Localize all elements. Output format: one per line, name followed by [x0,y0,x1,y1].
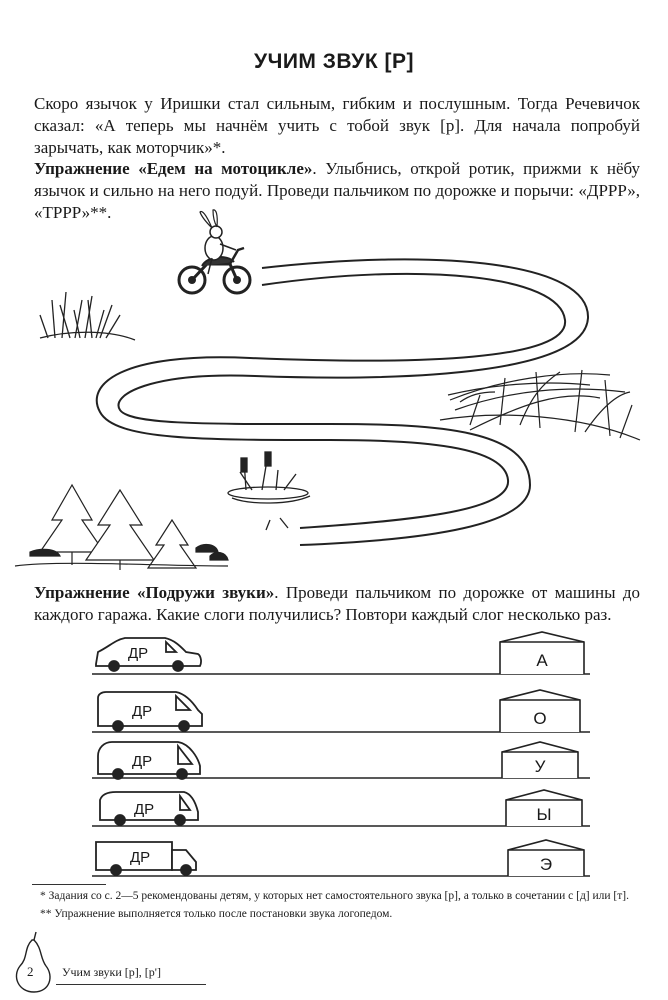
exercise2-heading: Упражнение «Подружи звуки» [34,583,275,602]
exercise1-heading: Упражнение «Едем на мотоцикле» [34,159,313,178]
footnote-2: ** Упражнение выполняется только после постановки звука логопедом. [40,908,393,920]
car-label: ДР [134,801,155,818]
car-label: ДР [132,753,153,770]
garage-letter: У [534,757,546,776]
exercise-row-1 [92,632,590,674]
footnote-rule [32,884,106,885]
car-label: ДР [132,703,153,720]
car-label: ДР [130,849,151,866]
garage-letter: Э [539,855,553,874]
garage-letter: О [533,709,547,728]
exercise-row-4 [92,790,590,826]
intro-paragraph: Скоро язычок у Иришки стал сильным, гибким и послушным. Тогда Речевичок сказал: «А теперь мы начнём учить с тобой звук [р]. Для начала попробуй зарычать, как моторчик»*. [34,94,640,157]
footnote-1: * Задания со с. 2—5 рекомендованы детям, у которых нет самостоятельного звука [р], а только в сочетании с [д] или [т]. [40,890,629,902]
page-number: 2 [27,964,34,979]
page-title: УЧИМ ЗВУК [Р] [254,50,414,73]
exercise-row-3 [92,742,590,779]
exercise2-text: . Проведи пальчиком по дорожке от машины до каждого гаража. Какие слоги получились? Повтори каждый слог несколько раз. [34,583,640,624]
exercise1-text: . Улыбнись, открой ротик, прижми к нёбу язычок и сильно на него подуй. Проведи пальчиком по дорожке и порычи: «ДРРР», «ТРРР»**. [34,159,641,222]
pear-icon [16,932,50,992]
car-icon [96,638,201,671]
garage-letter: А [536,651,548,670]
exercise-row-5 [92,840,590,876]
footnotes [34,888,654,922]
car-label: ДР [128,645,149,662]
footer-rule [56,984,206,985]
garage-letter: Ы [536,805,552,824]
exercise-row-2 [92,690,590,732]
running-title: Учим звуки [р], [р'] [62,965,161,979]
